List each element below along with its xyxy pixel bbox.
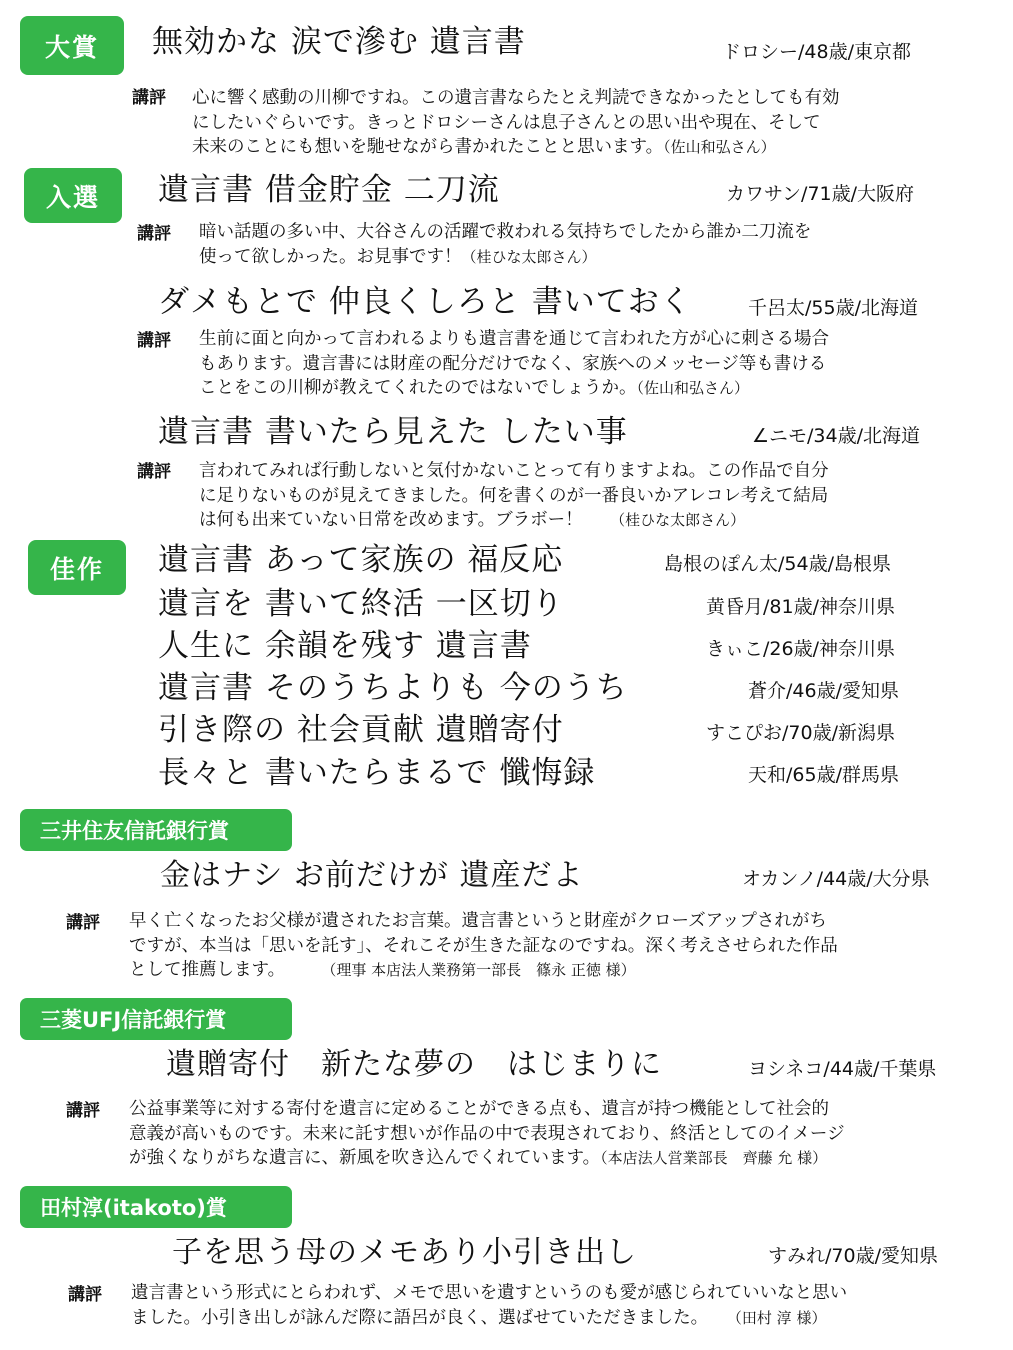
selected-author-2: 千呂太/55歳/北海道	[748, 297, 918, 319]
mufg-prize-author: ヨシネコ/44歳/千葉県	[748, 1058, 937, 1080]
review-line	[129, 1146, 845, 1171]
reviewer: （佐山和弘さん）	[636, 379, 750, 397]
selected-poem-1: 遺言書 借金貯金 二刀流	[158, 172, 500, 208]
selected-poem-2: ダメもとで 仲良くしろと 書いておく	[158, 284, 692, 320]
reviewer: （桂ひな太郎さん）	[461, 247, 597, 266]
review-line: 公益事業等に対する寄付を遺言に定めることができる点も、遺言が持つ機能として社会的	[129, 1099, 829, 1119]
selected-review-label-1: 講評	[137, 224, 171, 244]
good-work-poem-1: 遺言書 あって家族の 福反応	[158, 542, 564, 578]
selected-review-1	[199, 220, 811, 269]
mufg-prize-review-label: 講評	[66, 1101, 100, 1121]
review-line	[131, 1306, 847, 1331]
review-line-text: ました。小引き出しが詠んだ際に語呂が良く、選ばせていただきました。	[131, 1307, 735, 1328]
review-line: 早く亡くなったお父様が遺されたお言葉。遺言書というと財産がクローズアップされがち	[129, 911, 827, 931]
grand-prize-badge: 大賞	[20, 16, 124, 75]
selected-author-3: ∠ニモ/34歳/北海道	[752, 425, 921, 447]
mufg-prize-poem: 遺贈寄付 新たな夢の はじまりに	[166, 1047, 662, 1082]
good-work-author-6: 天和/65歳/群馬県	[748, 764, 899, 786]
reviewer: （田村 淳 様）	[734, 1308, 827, 1327]
review-line	[129, 958, 838, 983]
good-work-poem-5: 引き際の 社会貢献 遺贈寄付	[158, 712, 564, 748]
review-line	[199, 245, 811, 270]
smtb-prize-author: オカンノ/44歳/大分県	[742, 868, 930, 890]
smtb-prize-review-label: 講評	[66, 913, 100, 933]
review-line: 暗い話題の多い中、大谷さんの活躍で救われる気持ちでしたから誰か二刀流を	[199, 222, 812, 242]
selected-review-label-3: 講評	[137, 462, 171, 482]
tamura-prize-author: すみれ/70歳/愛知県	[768, 1245, 938, 1267]
grand-prize-poem: 無効かな 涙で滲む 遺言書	[152, 24, 526, 60]
selected-author-1: カワサン/71歳/大阪府	[726, 183, 915, 205]
reviewer: （佐山和弘さん）	[663, 138, 776, 156]
selected-review-2	[199, 327, 829, 401]
review-line	[199, 376, 829, 401]
reviewer: （本店法人営業部長 齊藤 允 様）	[600, 1149, 828, 1167]
selected-review-3	[199, 459, 829, 533]
grand-prize-author: ドロシー/48歳/東京都	[722, 41, 911, 63]
tamura-prize-review	[131, 1281, 847, 1330]
good-work-author-4: 蒼介/46歳/愛知県	[748, 680, 899, 702]
review-line-text: として推薦します。	[129, 960, 329, 980]
smtb-prize-badge: 三井住友信託銀行賞	[20, 809, 292, 851]
reviewer: （桂ひな太郎さん）	[617, 511, 746, 529]
smtb-prize-review	[129, 909, 838, 983]
review-line: 心に響く感動の川柳ですね。この遺言書ならたとえ判読できなかったとしても有効	[192, 88, 840, 108]
review-line: にしたいぐらいです。きっとドロシーさんは息子さんとの思い出や現在、そして	[192, 112, 821, 133]
review-line: ですが、本当は「思いを託す」、それこそが生きた証なのですね。深く考えさせられた作品	[129, 935, 838, 956]
review-line: 意義が高いものです。未来に託す想いが作品の中で表現されており、終活としてのイメージ	[129, 1123, 845, 1144]
review-line-text: 使って欲しかった。お見事です！	[199, 246, 462, 267]
tamura-prize-badge: 田村淳(itakoto)賞	[20, 1186, 292, 1228]
review-line-text: ことをこの川柳が教えてくれたのではないでしょうか。	[199, 378, 637, 398]
selected-review-label-2: 講評	[137, 331, 171, 351]
review-line	[192, 135, 840, 160]
review-line: もあります。遺言書には財産の配分だけでなく、家族へのメッセージ等も書ける	[199, 353, 827, 374]
good-work-author-1: 島根のぽん太/54歳/島根県	[664, 553, 891, 575]
good-work-author-2: 黄昏月/81歳/神奈川県	[706, 596, 895, 618]
selected-poem-3: 遺言書 書いたら見えた したい事	[158, 414, 628, 450]
review-line-text: 未来のことにも想いを馳せながら書かれたことと思います。	[192, 137, 664, 157]
review-line: 言われてみれば行動しないと気付かないことって有りますよね。この作品で自分	[199, 461, 829, 481]
good-work-poem-6: 長々と 書いたらまるで 懺悔録	[158, 755, 596, 791]
good-work-author-3: きぃこ/26歳/神奈川県	[706, 638, 895, 660]
review-line	[199, 508, 829, 533]
tamura-prize-poem: 子を思う母のメモあり小引き出し	[172, 1235, 637, 1270]
good-work-poem-2: 遺言を 書いて終活 一区切り	[158, 586, 564, 622]
review-line-text: は何も出来ていない日常を改めます。ブラボー！	[199, 510, 618, 530]
reviewer: （理事 本店法人業務第一部長 篠永 正徳 様）	[328, 961, 636, 979]
grand-prize-review-label: 講評	[132, 88, 166, 108]
mufg-prize-review	[129, 1097, 845, 1171]
selected-badge: 入選	[24, 168, 122, 223]
good-work-poem-4: 遺言書 そのうちよりも 今のうち	[158, 670, 628, 706]
smtb-prize-poem: 金はナシ お前だけが 遺産だよ	[160, 858, 584, 893]
good-work-poem-3: 人生に 余韻を残す 遺言書	[158, 628, 532, 664]
review-line: 生前に面と向かって言われるよりも遺言書を通じて言われた方が心に刺さる場合	[199, 329, 829, 349]
good-works-badge: 佳作	[28, 540, 126, 595]
tamura-prize-review-label: 講評	[68, 1285, 102, 1305]
review-line: 遺言書という形式にとらわれず、メモで思いを遺すというのも愛が感じられていいなと思い	[131, 1283, 848, 1303]
good-work-author-5: すこぴお/70歳/新潟県	[706, 722, 895, 744]
review-line-text: が強くなりがちな遺言に、新風を吹き込んでくれています。	[129, 1148, 601, 1168]
mufg-prize-badge: 三菱UFJ信託銀行賞	[20, 998, 292, 1040]
grand-prize-review	[192, 86, 840, 160]
review-line: に足りないものが見えてきました。何を書くのが一番良いかアレコレ考えて結局	[199, 485, 829, 506]
